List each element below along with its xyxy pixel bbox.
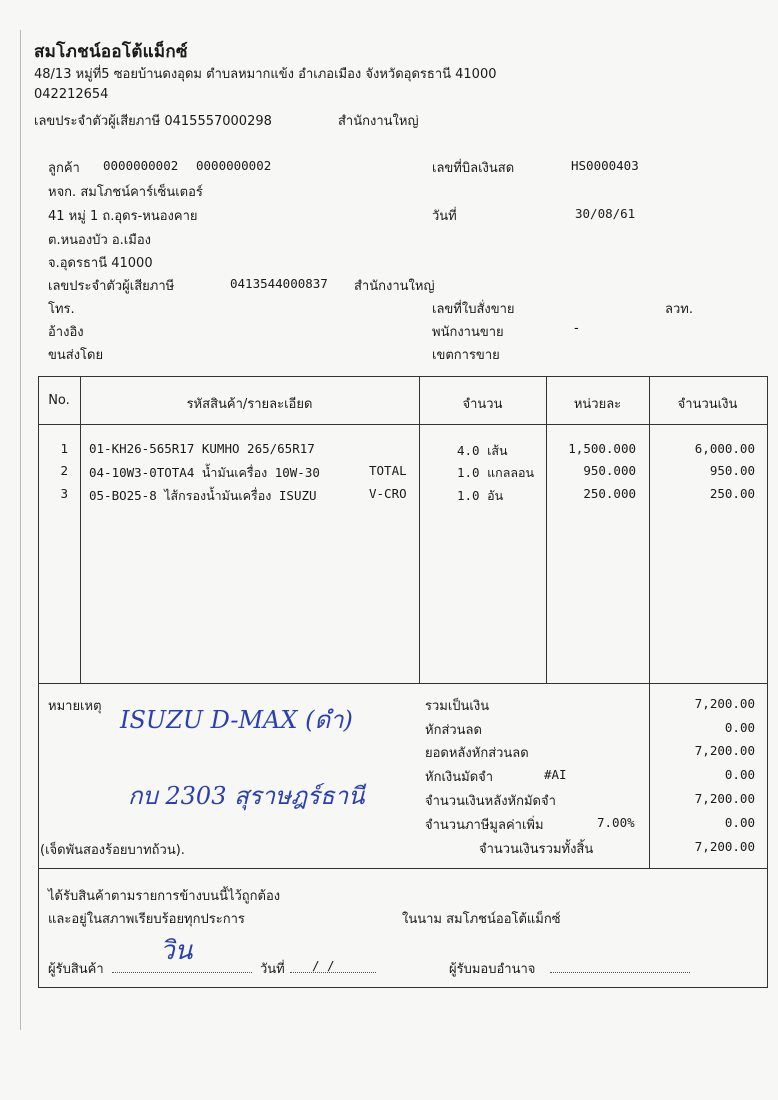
vat-value: 0.00 [724,815,755,830]
receipt-date-label: วันที่ [260,962,285,977]
authorized-label: ผู้รับมอบอำนาจ [449,962,536,977]
date-label: วันที่ [432,209,457,224]
customer-address-3: จ.อุดรธานี 41000 [48,256,153,271]
row-code: 04-10W3-0TOTA4 น้ำมันเครื่อง 10W-30 [89,465,320,480]
company-branch: สำนักงานใหญ่ [338,114,419,129]
grand-total-value: 7,200.00 [694,839,755,854]
after-deposit-label: จำนวนเงินหลังหักมัดจำ [425,794,556,809]
subtotal-label: รวมเป็นเงิน [425,699,490,714]
company-name: สมโภชน์ออโต้แม็กซ์ [34,42,188,62]
handwritten-plate: กบ 2303 สุราษฎร์ธานี [128,782,365,810]
customer-branch: สำนักงานใหญ่ [354,279,435,294]
row-code: 01-KH26-565R17 KUMHO 265/65R17 [89,441,315,456]
row-unit-price: 950.000 [583,463,636,478]
row-brand: TOTAL [369,463,407,478]
row-unit-price: 1,500.000 [568,441,636,456]
paper-edge [20,30,21,1030]
customer-address-2: ต.หนองบัว อ.เมือง [48,233,151,248]
row-brand: V-CRO [369,486,407,501]
deposit-value: 0.00 [724,767,755,782]
deposit-code: #AI [544,767,567,782]
subtotal-value: 7,200.00 [694,696,755,711]
customer-tax-id: 0413544000837 [230,276,328,291]
after-discount-label: ยอดหลังหักส่วนลด [425,746,529,761]
customer-address-1: 41 หมู่ 1 ถ.อุดร-หนองคาย [48,209,198,224]
row-amount: 950.00 [709,463,755,478]
bill-number-label: เลขที่บิลเงินสด [432,161,515,176]
col-divider-no [80,376,81,683]
received-statement-1: ได้รับสินค้าตามรายการข้างบนนี้ไว้ถูกต้อง [48,889,281,904]
row-qty: 1.0 อัน [457,488,504,503]
receiver-signature-line [112,972,252,973]
vat-rate: 7.00% [597,815,635,830]
authorized-signature-line [550,972,690,973]
row-no: 1 [60,441,68,456]
row-amount: 6,000.00 [694,441,755,456]
col-divider-desc [419,376,420,683]
discount-label: หักส่วนลด [425,723,482,738]
company-tax-id: เลขประจำตัวผู้เสียภาษี 0415557000298 [34,114,272,129]
header-quantity: จำนวน [462,397,503,412]
customer-label: ลูกค้า [48,161,80,176]
row-no: 3 [60,486,68,501]
shipping-label: ขนส่งโดย [48,348,104,363]
row-code: 05-BO25-8 ไส้กรองน้ำมันเครื่อง ISUZU [89,488,317,503]
company-phone: 042212654 [34,87,109,102]
ltd-label: ลวท. [665,302,693,317]
discount-value: 0.00 [724,720,755,735]
deposit-label: หักเงินมัดจำ [425,770,494,785]
amount-in-words: (เจ็ดพันสองร้อยบาทถ้วน). [40,843,185,858]
grand-total-label: จำนวนเงินรวมทั้งสิ้น [479,842,594,857]
receipt-date-slashes: / / [312,958,335,973]
header-description: รหัสสินค้า/รายละเอียด [186,397,313,412]
reference-label: อ้างอิง [48,325,84,340]
customer-code-2: 0000000002 [196,158,272,173]
bill-number: HS0000403 [571,158,639,173]
company-address: 48/13 หมู่ที่5 ซอยบ้านดงอุดม ตำบลหมากแข้ง อำเภอเมือง จังหวัดอุดรธานี 41000 [34,67,497,82]
phone-label: โทร. [48,302,75,317]
salesperson-value: - [574,321,579,336]
invoice-date: 30/08/61 [575,206,636,221]
items-bottom-divider [38,683,767,684]
row-qty: 4.0 เส้น [457,443,508,458]
salesperson-label: พนักงานขาย [432,325,504,340]
header-no: No. [48,393,70,408]
after-deposit-value: 7,200.00 [694,791,755,806]
header-divider [38,424,767,425]
row-qty: 1.0 แกลลอน [457,465,535,480]
customer-name: หจก. สมโภชน์คาร์เซ็นเตอร์ [48,185,203,200]
on-behalf-of: ในนาม สมโภชน์ออโต้แม็กซ์ [402,912,561,927]
header-amount: จำนวนเงิน [677,397,738,412]
receiver-label: ผู้รับสินค้า [48,962,104,977]
customer-tax-label: เลขประจำตัวผู้เสียภาษี [48,279,175,294]
header-unit-price: หน่วยละ [573,397,622,412]
sales-order-label: เลขที่ใบสั่งขาย [432,302,515,317]
vat-label: จำนวนภาษีมูลค่าเพิ่ม [425,818,544,833]
after-discount-value: 7,200.00 [694,743,755,758]
receiver-signature: วิน [160,936,193,966]
col-divider-qty [546,376,547,683]
row-unit-price: 250.000 [583,486,636,501]
customer-code-1: 0000000002 [103,158,179,173]
handwritten-vehicle: ISUZU D-MAX (ดำ) [120,706,353,734]
remark-label: หมายเหตุ [48,699,102,714]
row-amount: 250.00 [709,486,755,501]
received-statement-2: และอยู่ในสภาพเรียบร้อยทุกประการ [48,912,245,927]
row-no: 2 [60,463,68,478]
sales-zone-label: เขตการขาย [432,348,500,363]
summary-bottom-divider [38,868,767,869]
